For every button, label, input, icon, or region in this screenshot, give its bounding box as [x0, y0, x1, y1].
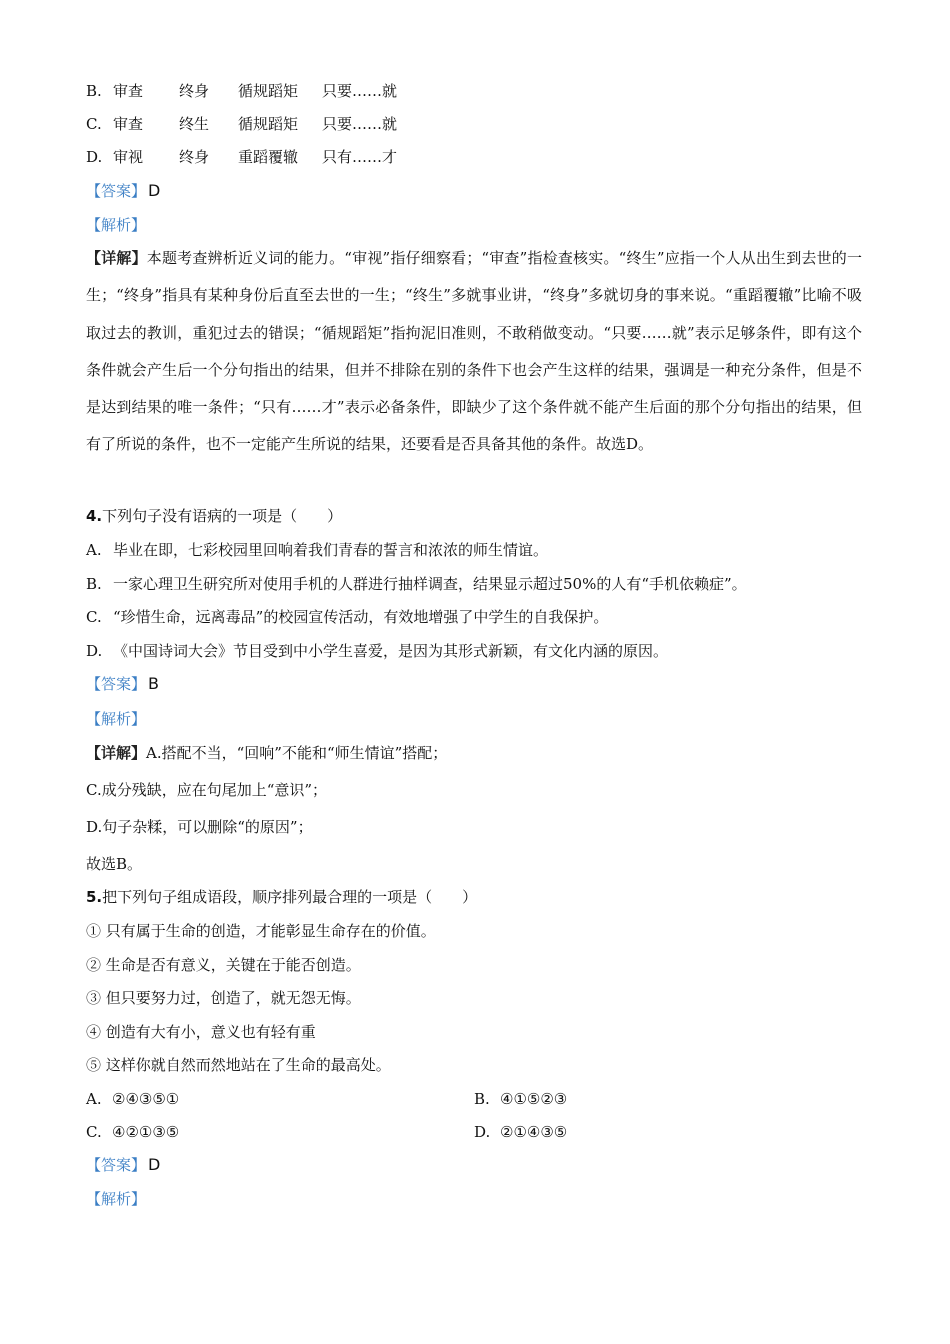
detail-label: 【详解】 [86, 249, 147, 267]
q5-option-d [474, 1121, 567, 1143]
detail-label: 【详解】 [86, 744, 147, 762]
q5-option-b [474, 1088, 567, 1110]
answer-label: 【答案】 [86, 182, 147, 200]
q4-option-a [86, 539, 548, 561]
option-letter: A. [86, 1090, 102, 1108]
option-word-3: 循规蹈矩 [238, 82, 299, 100]
q3-option-b [86, 80, 397, 102]
detail-text: 本题考查辨析近义词的能力。“审视”指仔细察看；“审查”指检查核实。“终生”应指一个人从出生到去世的一生；“终身”指具有某种身份后直至去世的一生；“终生”多就事业讲，“终身”多就切身的事来说。“重蹈覆辙”比喻不吸取过去的教训，重犯过去的错误；“循规蹈矩”指拘泥旧准则，不敢稍做变动。“只要……就”表示足够条件，即有这个条件就会产生后一个分句指出的结果，但并不排除在别的条件下也会产生这样的结果，强调是一种充分条件，但是不是达到结果的唯一条件；“只有……才”表示必备条件，即缺少了这个条件就不能产生后面的那个分句指出的结果，但有了所说的条件，也不一定能产生所说的结果，还要看是否具备其他的条件。故选D。 [86, 249, 862, 454]
q3-answer [86, 180, 160, 202]
q4-detail-2 [86, 779, 327, 801]
q5-sentence-3 [86, 987, 361, 1009]
option-text: 毕业在即，七彩校园里回响着我们青春的誓言和浓浓的师生情谊。 [113, 541, 549, 559]
option-word-3: 循规蹈矩 [238, 115, 299, 133]
option-text: ②①④③⑤ [500, 1123, 568, 1141]
q4-option-c [86, 606, 608, 628]
option-letter: A. [86, 541, 102, 559]
option-word-2: 终身 [179, 148, 210, 166]
option-letter: B. [474, 1090, 490, 1108]
q3-option-c [86, 113, 397, 135]
answer-label: 【答案】 [86, 675, 147, 693]
q5-sentence-2 [86, 954, 361, 976]
answer-label: 【答案】 [86, 1156, 147, 1174]
q5-stem [86, 886, 477, 908]
question-number: 4. [86, 507, 103, 525]
option-word-4: 只有……才 [322, 148, 398, 166]
option-letter: B. [86, 82, 102, 100]
q4-option-d [86, 640, 668, 662]
analysis-label: 【解析】 [86, 1190, 147, 1208]
question-stem: 把下列句子组成语段，顺序排列最合理的一项是（ ） [102, 888, 478, 906]
option-text: ④①⑤②③ [500, 1090, 568, 1108]
q5-analysis-heading [86, 1188, 146, 1210]
answer-value: D [148, 181, 161, 200]
q3-detail-paragraph [86, 240, 862, 464]
q5-option-c [86, 1121, 179, 1143]
sentence-text: ① 只有属于生命的创造，才能彰显生命存在的价值。 [86, 922, 436, 940]
option-letter: C. [86, 115, 102, 133]
option-letter: C. [86, 608, 102, 626]
option-word-1: 审查 [113, 115, 144, 133]
sentence-text: ⑤ 这样你就自然而然地站在了生命的最高处。 [86, 1056, 391, 1074]
option-letter: C. [86, 1123, 102, 1141]
option-word-4: 只要……就 [322, 115, 398, 133]
q3-option-d [86, 146, 397, 168]
q5-answer [86, 1154, 160, 1176]
sentence-text: ③ 但只要努力过，创造了，就无怨无悔。 [86, 989, 361, 1007]
q4-answer [86, 673, 159, 695]
option-text: “珍惜生命，远离毒品”的校园宣传活动，有效地增强了中学生的自我保护。 [113, 608, 609, 626]
option-word-3: 重蹈覆辙 [238, 148, 299, 166]
sentence-text: ④ 创造有大有小，意义也有轻有重 [86, 1023, 316, 1041]
detail-text: A.搭配不当，“回响”不能和“师生情谊”搭配； [146, 744, 448, 762]
sentence-text: ② 生命是否有意义，关键在于能否创造。 [86, 956, 361, 974]
option-word-2: 终身 [179, 82, 210, 100]
analysis-label: 【解析】 [86, 216, 147, 234]
detail-text: C.成分残缺，应在句尾加上“意识”； [86, 781, 328, 799]
q4-detail-1 [86, 742, 447, 764]
option-word-1: 审查 [113, 82, 144, 100]
q5-sentence-5 [86, 1054, 391, 1076]
option-text: 《中国诗词大会》节目受到中小学生喜爱，是因为其形式新颖，有文化内涵的原因。 [113, 642, 669, 660]
q5-sentence-4 [86, 1021, 316, 1043]
analysis-label: 【解析】 [86, 710, 147, 728]
question-stem: 下列句子没有语病的一项是（ ） [102, 507, 343, 525]
option-letter: B. [86, 575, 102, 593]
question-number: 5. [86, 888, 103, 906]
option-letter: D. [86, 148, 103, 166]
q4-detail-4 [86, 853, 142, 875]
q3-analysis-heading [86, 214, 146, 236]
detail-text: D.句子杂糅，可以删除“的原因”； [86, 818, 313, 836]
option-text: ②④③⑤① [112, 1090, 180, 1108]
q4-detail-3 [86, 816, 313, 838]
option-text: 一家心理卫生研究所对使用手机的人群进行抽样调查，结果显示超过50%的人有“手机依赖症”。 [113, 575, 747, 593]
option-letter: D. [86, 642, 103, 660]
answer-value: D [148, 1155, 161, 1174]
option-word-1: 审视 [113, 148, 144, 166]
q5-sentence-1 [86, 920, 436, 942]
option-text: ④②①③⑤ [112, 1123, 180, 1141]
q4-analysis-heading [86, 708, 146, 730]
option-letter: D. [474, 1123, 491, 1141]
option-word-4: 只要……就 [322, 82, 398, 100]
q5-option-a [86, 1088, 179, 1110]
answer-value: B [148, 674, 159, 693]
q4-stem [86, 505, 342, 527]
detail-text: 故选B。 [86, 855, 143, 873]
q4-option-b [86, 573, 747, 595]
option-word-2: 终生 [179, 115, 210, 133]
